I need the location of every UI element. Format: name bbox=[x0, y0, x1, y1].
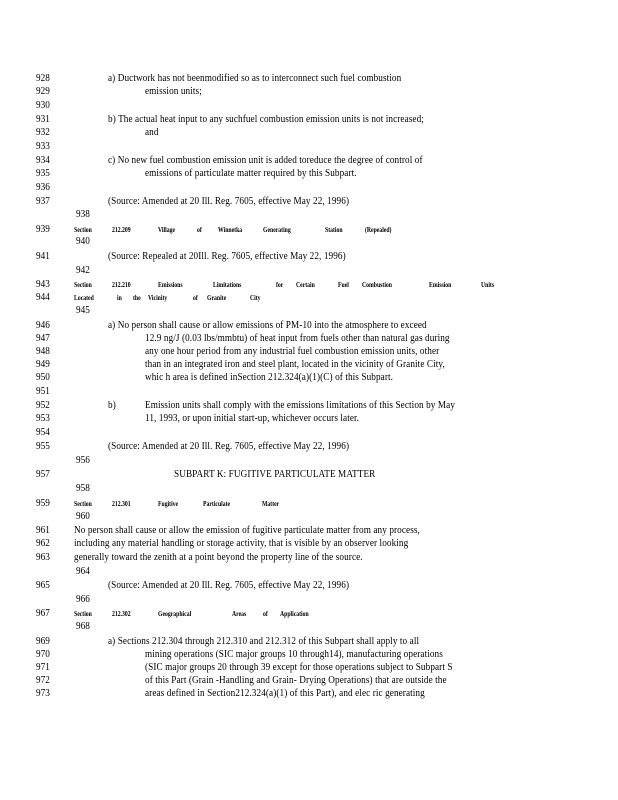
list-marker: b) bbox=[108, 400, 116, 411]
line-number: 948 bbox=[36, 346, 50, 357]
line-number: 940 bbox=[76, 236, 90, 247]
heading-word: of bbox=[263, 610, 268, 618]
source-note: (Source: Repealed at 20Ill. Reg. 7605, effective May 22, 1996) bbox=[108, 251, 346, 262]
heading-word: Section bbox=[74, 610, 92, 618]
line-number: 958 bbox=[76, 483, 90, 494]
line-number: 968 bbox=[76, 621, 90, 632]
heading-word: Emission bbox=[429, 281, 452, 289]
line-number: 960 bbox=[76, 511, 90, 522]
line-number: 936 bbox=[36, 182, 50, 193]
line-number: 973 bbox=[36, 688, 50, 699]
line-number: 947 bbox=[36, 333, 50, 344]
heading-word: of bbox=[193, 294, 198, 302]
heading-word: Limitations bbox=[213, 281, 242, 289]
heading-word: Combustion bbox=[362, 281, 392, 289]
heading-word: Generating bbox=[263, 226, 291, 234]
heading-word: Matter bbox=[262, 500, 280, 508]
text-line: a) Sections 212.304 through 212.310 and 212.312 of this Subpart shall apply to all bbox=[108, 636, 420, 647]
text-line: a) No person shall cause or allow emissions of PM-10 into the atmosphere to exceed bbox=[108, 320, 427, 331]
heading-word: City bbox=[250, 294, 261, 302]
line-number: 942 bbox=[76, 265, 90, 276]
line-number: 950 bbox=[36, 372, 50, 383]
line-number: 945 bbox=[76, 305, 90, 316]
heading-word: Located bbox=[74, 294, 94, 302]
line-number: 962 bbox=[36, 538, 50, 549]
line-number: 934 bbox=[36, 155, 50, 166]
heading-word: Granite bbox=[207, 294, 227, 302]
heading-word: Village bbox=[158, 226, 176, 234]
heading-word: Emissions bbox=[158, 281, 183, 289]
line-number: 951 bbox=[36, 386, 50, 397]
line-number: 954 bbox=[36, 427, 50, 438]
line-number: 943 bbox=[36, 279, 50, 290]
heading-word: 212.302 bbox=[112, 610, 131, 618]
line-number: 964 bbox=[76, 566, 90, 577]
text-line: including any material handling or storage activity, that is visible by an observer looking bbox=[74, 538, 409, 549]
heading-word: Units bbox=[481, 281, 495, 289]
heading-word: (Repealed) bbox=[365, 226, 392, 234]
text-line: b) The actual heat input to any suchfuel combustion emission units is not increased; bbox=[108, 114, 424, 125]
text-line: 12.9 ng/J (0.03 lbs/mmbtu) of heat input from fuels other than natural gas during bbox=[145, 333, 450, 344]
line-number: 955 bbox=[36, 441, 50, 452]
line-number: 946 bbox=[36, 320, 50, 331]
line-number: 969 bbox=[36, 636, 50, 647]
source-note: (Source: Amended at 20 Ill. Reg. 7605, effective May 22, 1996) bbox=[108, 441, 350, 452]
source-note: (Source: Amended at 20 Ill. Reg. 7605, effective May 22, 1996) bbox=[108, 580, 350, 591]
line-number: 931 bbox=[36, 114, 50, 125]
heading-word: Section bbox=[74, 281, 92, 289]
heading-word: for bbox=[276, 281, 284, 289]
text-line: generally toward the zenith at a point beyond the property line of the source. bbox=[74, 552, 363, 563]
text-line: mining operations (SIC major groups 10 through14), manufacturing operations bbox=[145, 649, 443, 660]
text-line: No person shall cause or allow the emission of fugitive particulate matter from any process, bbox=[74, 525, 420, 536]
line-number: 932 bbox=[36, 127, 50, 138]
line-number: 971 bbox=[36, 662, 50, 673]
heading-word: 212.209 bbox=[112, 226, 131, 234]
line-number: 935 bbox=[36, 168, 50, 179]
line-number: 965 bbox=[36, 580, 50, 591]
heading-word: of bbox=[197, 226, 202, 234]
text-line: and bbox=[145, 127, 159, 138]
text-line: (SIC major groups 20 through 39 except for those operations subject to Subpart S bbox=[145, 662, 453, 673]
line-number: 963 bbox=[36, 552, 50, 563]
text-line: emissions of particulate matter required by this Subpart. bbox=[145, 168, 357, 179]
line-number: 937 bbox=[36, 196, 50, 207]
heading-word: in bbox=[117, 294, 122, 302]
heading-word: Fugitive bbox=[158, 500, 179, 508]
heading-word: Geographical bbox=[158, 610, 192, 618]
heading-word: Vicinity bbox=[148, 294, 168, 302]
text-line: c) No new fuel combustion emission unit is added toreduce the degree of control of bbox=[108, 155, 423, 166]
line-number: 966 bbox=[76, 594, 90, 605]
line-number: 949 bbox=[36, 359, 50, 370]
line-number: 938 bbox=[76, 209, 90, 220]
heading-word: Particulate bbox=[203, 500, 231, 508]
line-number: 967 bbox=[36, 608, 50, 619]
text-line: than in an integrated iron and steel plant, located in the vicinity of Granite City, bbox=[145, 359, 445, 370]
heading-word: Application bbox=[280, 610, 309, 618]
subpart-heading: SUBPART K: FUGITIVE PARTICULATE MATTER bbox=[174, 469, 376, 480]
text-line: of this Part (Grain -Handling and Grain- Drying Operations) that are outside the bbox=[145, 675, 447, 686]
line-number: 929 bbox=[36, 86, 50, 97]
line-number: 952 bbox=[36, 400, 50, 411]
text-line: any one hour period from any industrial fuel combustion emission units, other bbox=[145, 346, 440, 357]
line-number: 953 bbox=[36, 413, 50, 424]
heading-word: Section bbox=[74, 226, 92, 234]
line-number: 956 bbox=[76, 455, 90, 466]
line-number: 972 bbox=[36, 675, 50, 686]
line-number: 939 bbox=[36, 224, 50, 235]
source-note: (Source: Amended at 20 Ill. Reg. 7605, effective May 22, 1996) bbox=[108, 196, 350, 207]
heading-word: Section bbox=[74, 500, 92, 508]
line-number: 961 bbox=[36, 525, 50, 536]
line-number: 941 bbox=[36, 251, 50, 262]
heading-word: Certain bbox=[296, 281, 315, 289]
line-number: 970 bbox=[36, 649, 50, 660]
text-line: whic h area is defined inSection 212.324(a)(1)(C) of this Subpart. bbox=[145, 372, 394, 383]
line-number: 928 bbox=[36, 73, 50, 84]
line-number: 959 bbox=[36, 498, 50, 509]
heading-word: Areas bbox=[232, 610, 247, 618]
line-number: 957 bbox=[36, 469, 50, 480]
heading-word: Fuel bbox=[338, 281, 349, 289]
text-line: areas defined in Section212.324(a)(1) of this Part), and elec ric generating bbox=[145, 688, 425, 699]
text-line: 11, 1993, or upon initial start-up, whichever occurs later. bbox=[145, 413, 360, 424]
heading-word: 212.210 bbox=[112, 281, 131, 289]
line-number: 930 bbox=[36, 100, 50, 111]
text-line: Emission units shall comply with the emissions limitations of this Section by May bbox=[145, 400, 456, 411]
text-line: emission units; bbox=[145, 86, 202, 97]
line-number: 944 bbox=[36, 292, 50, 303]
heading-word: 212.301 bbox=[112, 500, 131, 508]
line-number: 933 bbox=[36, 141, 50, 152]
text-line: a) Ductwork has not beenmodified so as to interconnect such fuel combustion bbox=[108, 73, 402, 84]
heading-word: Station bbox=[325, 226, 343, 234]
heading-word: Winnetka bbox=[218, 226, 243, 234]
heading-word: the bbox=[133, 294, 141, 302]
